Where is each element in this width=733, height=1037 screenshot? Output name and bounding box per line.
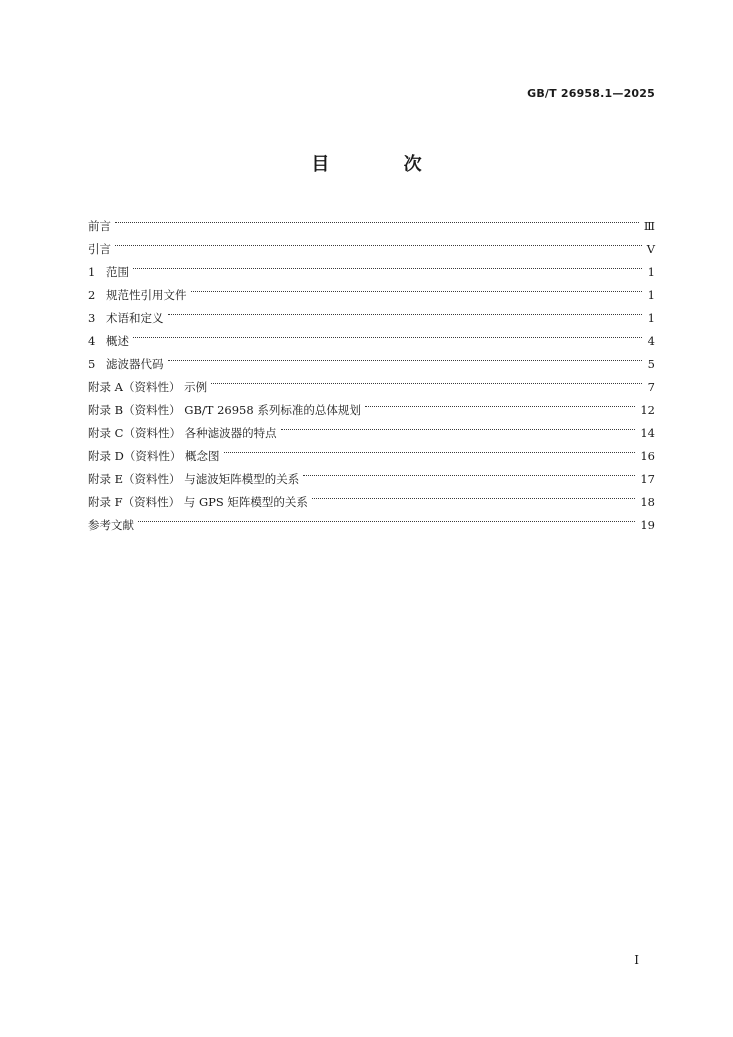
dot-leader bbox=[303, 460, 635, 483]
toc-entry-label: 附录 A（资料性） 示例 bbox=[88, 380, 208, 394]
dot-leader bbox=[133, 322, 642, 345]
dot-leader bbox=[365, 391, 636, 414]
toc-entry-page: Ⅴ bbox=[646, 242, 655, 256]
toc-entry-number: 3 bbox=[88, 311, 96, 325]
document-code: GB/T 26958.1—2025 bbox=[527, 87, 655, 100]
toc-entry-preface[interactable] bbox=[88, 207, 655, 233]
toc-entry-page: 4 bbox=[647, 334, 655, 348]
toc-entry-label: 参考文献 bbox=[88, 518, 134, 532]
toc-entry-label: 引言 bbox=[88, 242, 111, 256]
toc-entry-label: 附录 D（资料性） 概念图 bbox=[88, 449, 220, 463]
toc-entry-overview[interactable] bbox=[88, 322, 655, 348]
dot-leader bbox=[115, 207, 639, 230]
toc-entry-label: 附录 B（资料性） GB/T 26958 系列标准的总体规划 bbox=[88, 403, 361, 417]
toc-entry-page: 16 bbox=[640, 449, 655, 463]
toc-entry-text: 规范性引用文件 bbox=[106, 288, 187, 302]
toc-entry-label: 前言 bbox=[88, 219, 111, 233]
toc-entry-text: 范围 bbox=[106, 265, 129, 279]
toc-title: 目 次 bbox=[311, 154, 456, 175]
dot-leader bbox=[168, 299, 643, 322]
toc-entry-terms-definitions[interactable] bbox=[88, 299, 655, 325]
toc-entry-page: 14 bbox=[640, 426, 655, 440]
toc-entry-label bbox=[88, 330, 133, 353]
toc-entry-text: 术语和定义 bbox=[106, 311, 164, 325]
toc-entry-filter-codes[interactable] bbox=[88, 345, 655, 371]
dot-leader bbox=[191, 276, 643, 299]
toc-entry-page: 19 bbox=[640, 518, 655, 532]
dot-leader bbox=[133, 253, 642, 276]
toc-entry-scope[interactable] bbox=[88, 253, 655, 279]
toc-entry-page: Ⅲ bbox=[643, 219, 655, 233]
page-number: Ⅰ bbox=[634, 953, 639, 967]
dot-leader bbox=[224, 437, 636, 460]
dot-leader bbox=[281, 414, 636, 437]
toc-entry-page: 12 bbox=[640, 403, 655, 417]
toc-entry-label bbox=[88, 261, 133, 284]
toc-entry-label: 附录 E（资料性） 与滤波矩阵模型的关系 bbox=[88, 472, 300, 486]
toc-entry-introduction[interactable] bbox=[88, 230, 655, 256]
toc-entry-number: 5 bbox=[88, 357, 96, 371]
dot-leader bbox=[168, 345, 643, 368]
toc-entry-page: 5 bbox=[647, 357, 655, 371]
toc-entry-page: 17 bbox=[640, 472, 655, 486]
dot-leader bbox=[312, 483, 635, 506]
toc-entry-label bbox=[88, 353, 168, 376]
toc-entry-page: 7 bbox=[647, 380, 655, 394]
toc-entry-text: 滤波器代码 bbox=[106, 357, 164, 371]
table-of-contents bbox=[88, 207, 655, 532]
dot-leader bbox=[138, 506, 635, 529]
toc-entry-label: 附录 C（资料性） 各种滤波器的特点 bbox=[88, 426, 277, 440]
dot-leader bbox=[115, 230, 642, 253]
toc-entry-page: 1 bbox=[647, 311, 655, 325]
toc-entry-page: 18 bbox=[640, 495, 655, 509]
toc-entry-annex-a[interactable] bbox=[88, 368, 655, 394]
toc-entry-text: 概述 bbox=[106, 334, 129, 348]
toc-entry-normative-references[interactable] bbox=[88, 276, 655, 302]
toc-entry-number: 2 bbox=[88, 288, 96, 302]
toc-entry-page: 1 bbox=[647, 288, 655, 302]
toc-entry-number: 4 bbox=[88, 334, 96, 348]
dot-leader bbox=[211, 368, 642, 391]
toc-entry-bibliography[interactable] bbox=[88, 506, 655, 532]
toc-entry-page: 1 bbox=[647, 265, 655, 279]
toc-entry-label: 附录 F（资料性） 与 GPS 矩阵模型的关系 bbox=[88, 495, 308, 509]
toc-entry-number: 1 bbox=[88, 265, 96, 279]
